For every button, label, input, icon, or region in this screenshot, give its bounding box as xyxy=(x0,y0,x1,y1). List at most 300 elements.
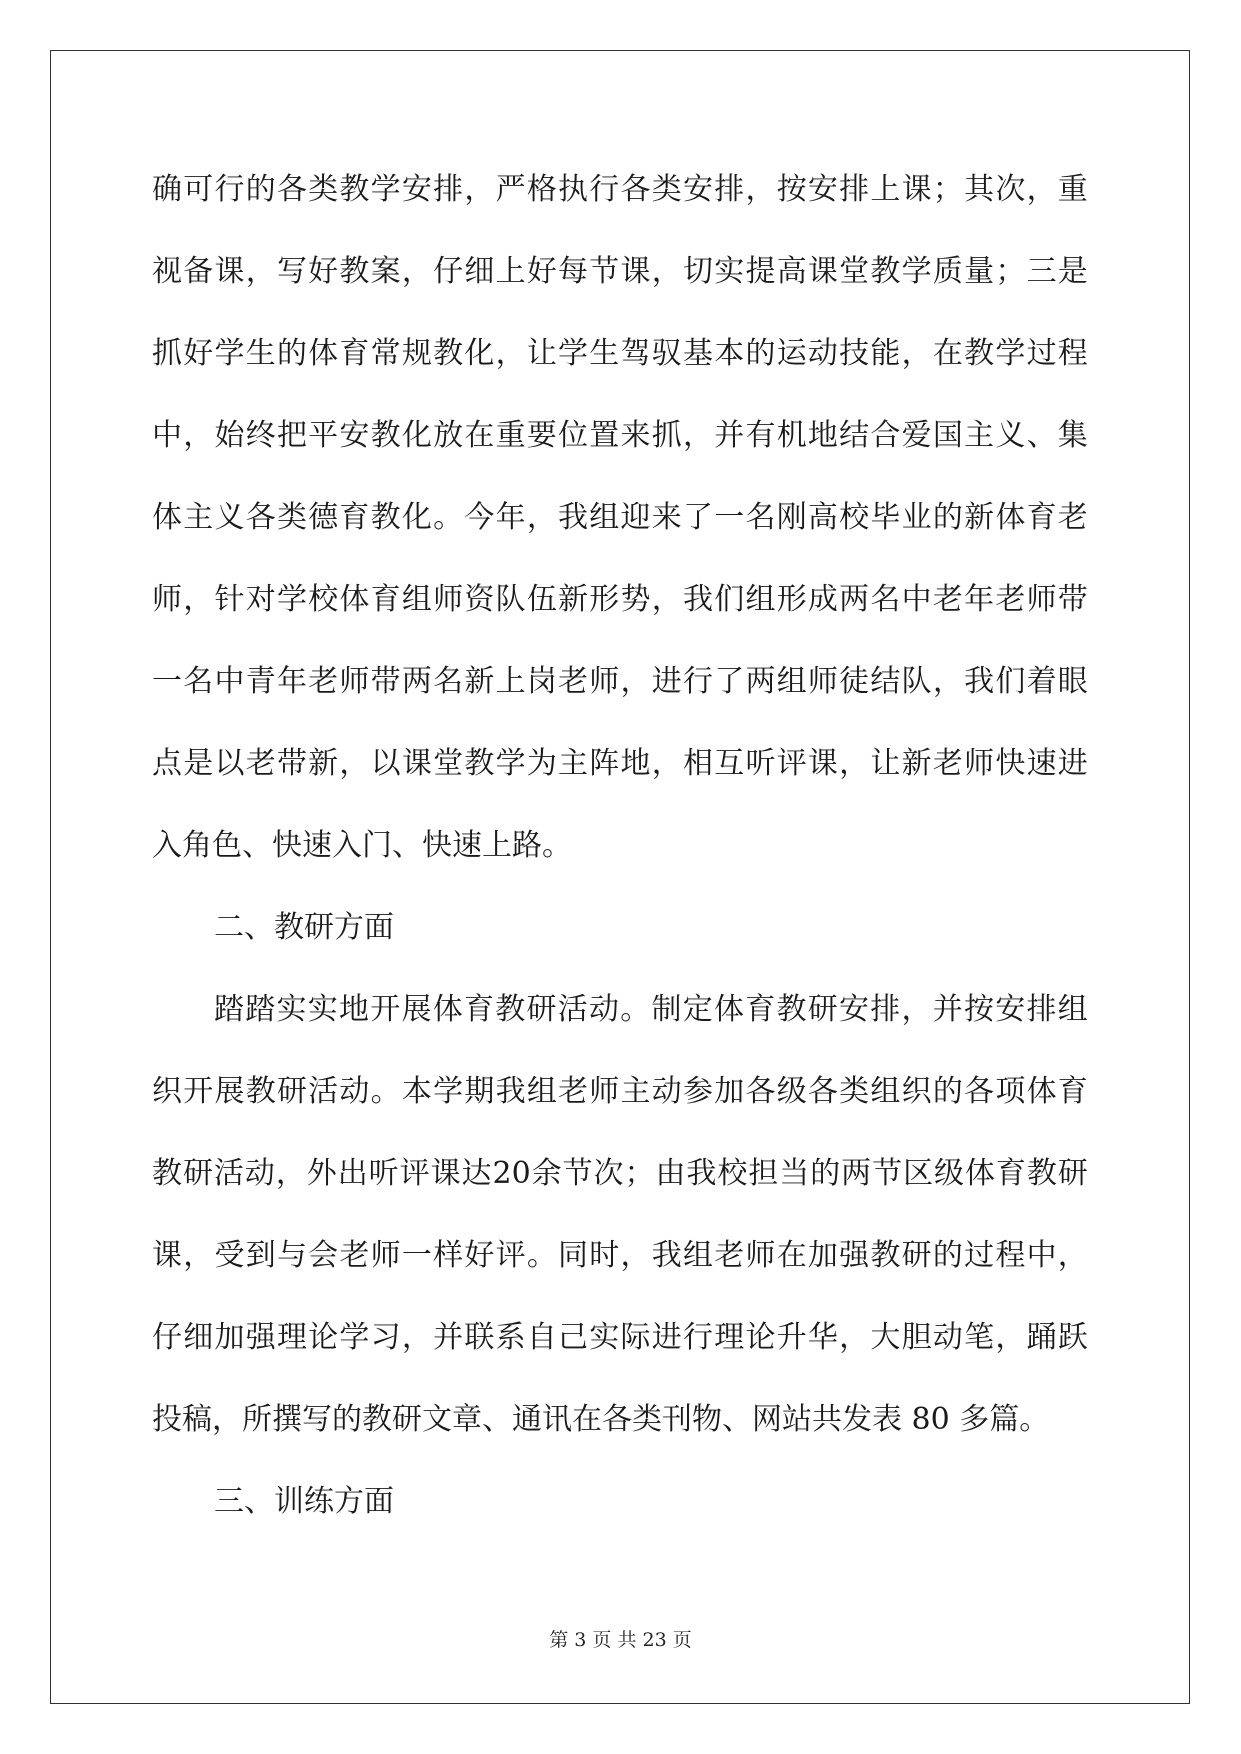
text-glyph: 速 xyxy=(1026,746,1057,781)
text-glyph: 动 xyxy=(807,336,838,371)
text-glyph: 两 xyxy=(745,664,776,699)
text-glyph: 重 xyxy=(1057,172,1088,207)
text-glyph: 教 xyxy=(964,336,995,371)
text-glyph: 组 xyxy=(682,1238,713,1273)
text-glyph: 有 xyxy=(745,418,776,453)
text-glyph: 严 xyxy=(495,172,526,207)
text-glyph: 育 xyxy=(339,336,370,371)
text-glyph: 研 xyxy=(901,1238,932,1273)
text-glyph: 能 xyxy=(870,336,901,371)
text-glyph: ， xyxy=(932,664,963,699)
text-glyph: 教 xyxy=(433,336,464,371)
text-glyph: 好 xyxy=(183,336,214,371)
text-glyph: ， xyxy=(183,418,214,453)
paragraph-line xyxy=(152,737,1088,819)
text-glyph: 教 xyxy=(870,1238,901,1273)
text-glyph: 快 xyxy=(995,746,1026,781)
text-glyph: 本 xyxy=(714,336,745,371)
text-glyph: 展 xyxy=(214,1074,245,1109)
text-glyph: 新 xyxy=(464,664,495,699)
text-glyph: 新 xyxy=(558,582,589,617)
text-glyph: 我 xyxy=(682,582,713,617)
text-glyph: 织 xyxy=(152,1074,182,1109)
text-glyph: 教 xyxy=(152,1156,182,1191)
text-glyph: 研 xyxy=(526,992,557,1027)
text-glyph: 安 xyxy=(682,172,713,207)
text-glyph: 师 xyxy=(964,746,995,781)
text-glyph: 体 xyxy=(432,992,463,1027)
text-glyph: 学 xyxy=(901,254,932,289)
text-glyph: 驾 xyxy=(620,336,651,371)
text-glyph: 体 xyxy=(964,1156,995,1191)
text-glyph: 己 xyxy=(558,1320,589,1355)
text-glyph: 排 xyxy=(714,172,745,207)
paragraph-line xyxy=(152,1311,1088,1393)
text-glyph: 学 xyxy=(558,336,589,371)
text-glyph: ； xyxy=(624,1156,655,1191)
text-glyph: 抓 xyxy=(651,418,682,453)
text-glyph: 徒 xyxy=(839,664,870,699)
text-glyph: 进 xyxy=(651,1320,682,1355)
text-glyph: 活 xyxy=(308,1074,339,1109)
text-glyph: 合 xyxy=(870,418,901,453)
text-glyph: 平 xyxy=(308,418,339,453)
text-glyph: 体 xyxy=(714,992,744,1027)
text-glyph: 教 xyxy=(495,992,526,1027)
text-glyph: 自 xyxy=(526,1320,557,1355)
text-glyph: 级 xyxy=(934,1156,965,1191)
text-glyph: 们 xyxy=(995,664,1026,699)
text-glyph: 迎 xyxy=(620,500,651,535)
text-glyph: 在 xyxy=(932,336,963,371)
text-glyph: 育 xyxy=(464,992,494,1027)
text-glyph: 义 xyxy=(214,500,245,535)
text-glyph: 体 xyxy=(995,500,1026,535)
text-glyph: 上 xyxy=(870,172,901,207)
text-glyph: 生 xyxy=(589,336,620,371)
text-glyph: 实 xyxy=(307,992,338,1027)
text-glyph: ， xyxy=(1057,1238,1088,1273)
text-glyph: 我 xyxy=(686,1156,717,1191)
text-glyph: 新 xyxy=(901,746,932,781)
text-glyph: 老 xyxy=(1057,500,1088,535)
text-glyph: 老 xyxy=(995,582,1026,617)
text-glyph: 区 xyxy=(903,1156,934,1191)
text-glyph: 今 xyxy=(464,500,495,535)
text-glyph: 们 xyxy=(714,582,745,617)
text-glyph: 并 xyxy=(714,418,745,453)
text-glyph: 三 xyxy=(1026,254,1057,289)
text-glyph: 项 xyxy=(995,1074,1026,1109)
text-glyph: 教 xyxy=(245,1074,276,1109)
text-glyph: 学 xyxy=(495,746,526,781)
text-glyph: 过 xyxy=(1026,336,1057,371)
text-glyph: 活 xyxy=(213,1156,244,1191)
text-glyph: 跃 xyxy=(1057,1320,1088,1355)
text-glyph: 形 xyxy=(776,582,807,617)
text-glyph: 放 xyxy=(433,418,464,453)
text-glyph: 动 xyxy=(244,1156,275,1191)
text-glyph: 位 xyxy=(558,418,589,453)
text-glyph: ， xyxy=(275,1156,306,1191)
paragraph-line xyxy=(152,573,1088,655)
text-glyph: 达 xyxy=(461,1156,492,1191)
text-glyph: 上 xyxy=(495,254,526,289)
text-glyph: 让 xyxy=(526,336,557,371)
text-glyph: 老 xyxy=(308,664,339,699)
text-glyph: 胆 xyxy=(901,1320,932,1355)
text-glyph: 踊 xyxy=(1026,1320,1057,1355)
text-glyph: 主 xyxy=(620,1074,651,1109)
text-glyph: 各 xyxy=(807,1074,838,1109)
text-glyph: 是 xyxy=(183,746,214,781)
text-glyph: 教 xyxy=(370,418,401,453)
text-glyph: 化 xyxy=(401,500,432,535)
text-glyph: 实 xyxy=(276,992,307,1027)
text-glyph: 以 xyxy=(370,746,401,781)
text-glyph: 强 xyxy=(245,1320,276,1355)
text-glyph: 化 xyxy=(401,418,432,453)
text-glyph: 活 xyxy=(557,992,588,1027)
text-glyph: 节 xyxy=(562,1156,593,1191)
text-glyph: 育 xyxy=(745,992,776,1027)
text-glyph: 类 xyxy=(839,1074,870,1109)
text-glyph: 行 xyxy=(682,664,713,699)
text-glyph: 行 xyxy=(589,172,620,207)
text-glyph: 集 xyxy=(1057,418,1088,453)
text-glyph: 让 xyxy=(870,746,901,781)
text-glyph: 组 xyxy=(589,500,620,535)
text-glyph: ， xyxy=(401,1320,432,1355)
text-glyph: ， xyxy=(901,336,932,371)
text-glyph: 织 xyxy=(901,1074,932,1109)
text-glyph: 加 xyxy=(214,1320,245,1355)
text-glyph: 刚 xyxy=(776,500,807,535)
text-glyph: 国 xyxy=(932,418,963,453)
text-glyph: 规 xyxy=(401,336,432,371)
paragraph-line xyxy=(152,163,1088,245)
text-glyph: 中 xyxy=(214,664,245,699)
text-glyph: 组 xyxy=(526,1074,557,1109)
text-glyph: 、 xyxy=(1026,418,1057,453)
text-glyph: 一 xyxy=(152,664,182,699)
text-glyph: 组 xyxy=(1057,992,1088,1027)
text-glyph: 级 xyxy=(776,1074,807,1109)
text-glyph: 课 xyxy=(401,746,432,781)
text-glyph: 20 xyxy=(492,1156,531,1191)
text-glyph: 地 xyxy=(339,992,369,1027)
text-glyph: ， xyxy=(495,336,526,371)
text-glyph: 确 xyxy=(152,172,182,207)
text-glyph: 同 xyxy=(558,1238,589,1273)
text-glyph: 制 xyxy=(651,992,682,1027)
text-glyph: 互 xyxy=(714,746,745,781)
text-glyph: 切 xyxy=(682,254,713,289)
text-glyph: 老 xyxy=(339,1238,370,1273)
text-glyph: 强 xyxy=(839,1238,870,1273)
text-glyph: 课 xyxy=(620,254,651,289)
text-glyph: 师 xyxy=(152,582,182,617)
text-glyph: 踏 xyxy=(245,992,276,1027)
text-glyph: 了 xyxy=(682,500,713,535)
text-glyph: 次 xyxy=(995,172,1026,207)
text-glyph: 本 xyxy=(401,1074,432,1109)
text-glyph: 高 xyxy=(776,254,807,289)
text-glyph: 好 xyxy=(464,1238,495,1273)
text-glyph: 带 xyxy=(1057,582,1088,617)
text-glyph: 仔 xyxy=(152,1320,182,1355)
text-glyph: 期 xyxy=(464,1074,495,1109)
text-glyph: 担 xyxy=(748,1156,779,1191)
text-glyph: 各 xyxy=(745,1074,776,1109)
text-glyph: ， xyxy=(339,746,370,781)
text-glyph: 各 xyxy=(276,172,307,207)
text-glyph: 视 xyxy=(152,254,182,289)
text-glyph: ； xyxy=(995,254,1026,289)
text-glyph: 加 xyxy=(807,1238,838,1273)
text-glyph: 研 xyxy=(1057,1156,1088,1191)
text-glyph: 校 xyxy=(717,1156,748,1191)
text-glyph: 并 xyxy=(932,992,963,1027)
text-glyph: 年 xyxy=(276,664,307,699)
text-glyph: 样 xyxy=(433,1238,464,1273)
text-glyph: 研 xyxy=(807,992,838,1027)
text-glyph: 教 xyxy=(339,172,370,207)
text-glyph: 师 xyxy=(339,664,370,699)
text-glyph: 类 xyxy=(308,172,339,207)
text-glyph: 行 xyxy=(682,1320,713,1355)
text-glyph: 听 xyxy=(368,1156,399,1191)
text-glyph: 爱 xyxy=(901,418,932,453)
text-glyph: 形 xyxy=(589,582,620,617)
text-glyph: 名 xyxy=(745,500,776,535)
text-glyph: 课 xyxy=(152,1238,182,1273)
text-glyph: ， xyxy=(839,1320,870,1355)
text-glyph: 以 xyxy=(214,746,245,781)
text-glyph: 会 xyxy=(308,1238,339,1273)
paragraph-line xyxy=(152,491,1088,573)
text-glyph: 教 xyxy=(1026,1156,1057,1191)
text-glyph: 备 xyxy=(183,254,214,289)
paragraph-line xyxy=(152,1065,1088,1147)
text-glyph: ， xyxy=(682,418,713,453)
text-glyph: 写 xyxy=(276,254,307,289)
text-glyph: 细 xyxy=(464,254,495,289)
text-glyph: 组 xyxy=(776,664,807,699)
text-glyph: 青 xyxy=(245,664,276,699)
text-glyph: 格 xyxy=(526,172,557,207)
text-glyph: 课 xyxy=(901,172,932,207)
text-glyph: 结 xyxy=(839,418,870,453)
text-glyph: 育 xyxy=(370,582,401,617)
text-glyph: 类 xyxy=(651,172,682,207)
text-glyph: 的 xyxy=(276,336,307,371)
text-glyph: 教 xyxy=(370,500,401,535)
text-glyph: 联 xyxy=(464,1320,495,1355)
paragraph-line xyxy=(152,245,1088,327)
text-glyph: 仔 xyxy=(433,254,464,289)
text-glyph: ， xyxy=(995,1320,1026,1355)
text-glyph: ， xyxy=(245,254,276,289)
text-glyph: 其 xyxy=(964,172,995,207)
text-glyph: 课 xyxy=(430,1156,461,1191)
text-glyph: 德 xyxy=(308,500,339,535)
paragraph-last-line: 投稿，所撰写的教研文章、通讯在各类刊物、网站共发表 80 多篇。 xyxy=(152,1402,1050,1437)
text-glyph: 成 xyxy=(807,582,838,617)
text-glyph: 年 xyxy=(495,500,526,535)
text-glyph: 评 xyxy=(495,1238,526,1273)
text-glyph: ， xyxy=(651,746,682,781)
text-glyph: 学 xyxy=(339,1320,370,1355)
text-glyph: 新 xyxy=(964,500,995,535)
text-glyph: 安 xyxy=(839,992,869,1027)
text-glyph: 着 xyxy=(1026,664,1057,699)
text-glyph: 程 xyxy=(1057,336,1088,371)
text-glyph: 按 xyxy=(776,172,807,207)
text-glyph: 老 xyxy=(714,1238,745,1273)
text-glyph: 大 xyxy=(870,1320,901,1355)
text-glyph: 习 xyxy=(370,1320,401,1355)
text-glyph: 我 xyxy=(558,500,589,535)
text-glyph: 为 xyxy=(526,746,557,781)
text-glyph: 由 xyxy=(655,1156,686,1191)
text-glyph: 师 xyxy=(370,1238,401,1273)
text-glyph: 每 xyxy=(558,254,589,289)
text-glyph: 育 xyxy=(1057,1074,1088,1109)
text-glyph: 节 xyxy=(872,1156,903,1191)
section-heading: 二、教研方面 xyxy=(214,910,394,945)
text-glyph: 学 xyxy=(370,172,401,207)
text-glyph: 际 xyxy=(620,1320,651,1355)
paragraph-line xyxy=(152,655,1088,737)
text-glyph: 安 xyxy=(995,992,1026,1027)
text-glyph: 师 xyxy=(1026,582,1057,617)
text-glyph: 抓 xyxy=(152,336,182,371)
text-glyph: 育 xyxy=(995,1156,1026,1191)
text-glyph: 的 xyxy=(810,1156,841,1191)
text-glyph: 余 xyxy=(531,1156,562,1191)
text-glyph: 要 xyxy=(526,418,557,453)
paragraph-line xyxy=(152,409,1088,491)
text-glyph: 教 xyxy=(776,992,807,1027)
text-glyph: 生 xyxy=(245,336,276,371)
text-glyph: 量 xyxy=(964,254,995,289)
text-glyph: ， xyxy=(464,172,495,207)
text-glyph: 名 xyxy=(433,664,464,699)
paragraph-last-line: 入角色、快速入门、快速上路。 xyxy=(152,828,572,863)
text-glyph: 动 xyxy=(932,1320,963,1355)
text-glyph: ， xyxy=(901,992,932,1027)
text-glyph: 名 xyxy=(183,664,214,699)
text-glyph: 学 xyxy=(214,336,245,371)
text-glyph: 系 xyxy=(495,1320,526,1355)
text-glyph: 时 xyxy=(589,1238,620,1273)
text-glyph: 定 xyxy=(682,992,713,1027)
text-glyph: ， xyxy=(651,582,682,617)
text-glyph: 外 xyxy=(306,1156,337,1191)
text-glyph: 伍 xyxy=(526,582,557,617)
text-glyph: 阵 xyxy=(589,746,620,781)
text-glyph: 。 xyxy=(620,992,651,1027)
text-glyph: 受 xyxy=(214,1238,245,1273)
text-glyph: ， xyxy=(651,254,682,289)
text-glyph: ， xyxy=(745,172,776,207)
text-glyph: 毕 xyxy=(870,500,901,535)
text-glyph: 教 xyxy=(464,746,495,781)
text-glyph: 我 xyxy=(651,1238,682,1273)
text-glyph: ， xyxy=(620,664,651,699)
text-glyph: 听 xyxy=(745,746,776,781)
section-heading: 三、训练方面 xyxy=(214,1484,394,1519)
text-glyph: 到 xyxy=(245,1238,276,1273)
text-glyph: 带 xyxy=(370,664,401,699)
text-glyph: 的 xyxy=(245,172,276,207)
text-glyph: 可 xyxy=(183,172,214,207)
text-glyph: 过 xyxy=(964,1238,995,1273)
text-glyph: 实 xyxy=(714,254,745,289)
text-glyph: 课 xyxy=(214,254,245,289)
text-glyph: 新 xyxy=(308,746,339,781)
text-glyph: 在 xyxy=(464,418,495,453)
text-glyph: 中 xyxy=(152,418,182,453)
text-glyph: 带 xyxy=(276,746,307,781)
text-glyph: 结 xyxy=(870,664,901,699)
text-glyph: 。 xyxy=(526,1238,557,1273)
text-glyph: 体 xyxy=(1026,1074,1057,1109)
text-glyph: 各 xyxy=(964,1074,995,1109)
text-glyph: 老 xyxy=(932,746,963,781)
text-glyph: 师 xyxy=(433,582,464,617)
text-glyph: 各 xyxy=(245,500,276,535)
text-glyph: ， xyxy=(183,582,214,617)
text-glyph: 来 xyxy=(651,500,682,535)
text-glyph: 中 xyxy=(901,582,932,617)
text-glyph: 进 xyxy=(1057,746,1088,781)
text-glyph: 按 xyxy=(964,992,994,1027)
text-glyph: 师 xyxy=(745,1238,776,1273)
text-glyph: 类 xyxy=(276,500,307,535)
text-glyph: 实 xyxy=(589,1320,620,1355)
text-glyph: 各 xyxy=(620,172,651,207)
text-glyph: 师 xyxy=(807,664,838,699)
text-glyph: ， xyxy=(620,1238,651,1273)
text-glyph: ， xyxy=(401,254,432,289)
text-glyph: 的 xyxy=(932,1238,963,1273)
text-glyph: 点 xyxy=(152,746,182,781)
text-glyph: ； xyxy=(932,172,963,207)
text-glyph: 学 xyxy=(433,1074,464,1109)
text-glyph: 升 xyxy=(776,1320,807,1355)
text-glyph: 安 xyxy=(401,172,432,207)
text-glyph: 论 xyxy=(745,1320,776,1355)
text-glyph: 开 xyxy=(370,992,401,1027)
text-glyph: 驭 xyxy=(651,336,682,371)
text-glyph: 笔 xyxy=(964,1320,995,1355)
text-glyph: 师 xyxy=(589,664,620,699)
text-glyph: 评 xyxy=(399,1156,430,1191)
text-glyph: 排 xyxy=(433,172,464,207)
text-glyph: 业 xyxy=(901,500,932,535)
text-glyph: 常 xyxy=(370,336,401,371)
text-glyph: 课 xyxy=(807,746,838,781)
text-glyph: 重 xyxy=(495,418,526,453)
text-glyph: 踏 xyxy=(214,992,244,1027)
text-glyph: 课 xyxy=(807,254,838,289)
text-glyph: 学 xyxy=(276,582,307,617)
text-glyph: 始 xyxy=(214,418,245,453)
text-glyph: 运 xyxy=(776,336,807,371)
text-glyph: 对 xyxy=(245,582,276,617)
